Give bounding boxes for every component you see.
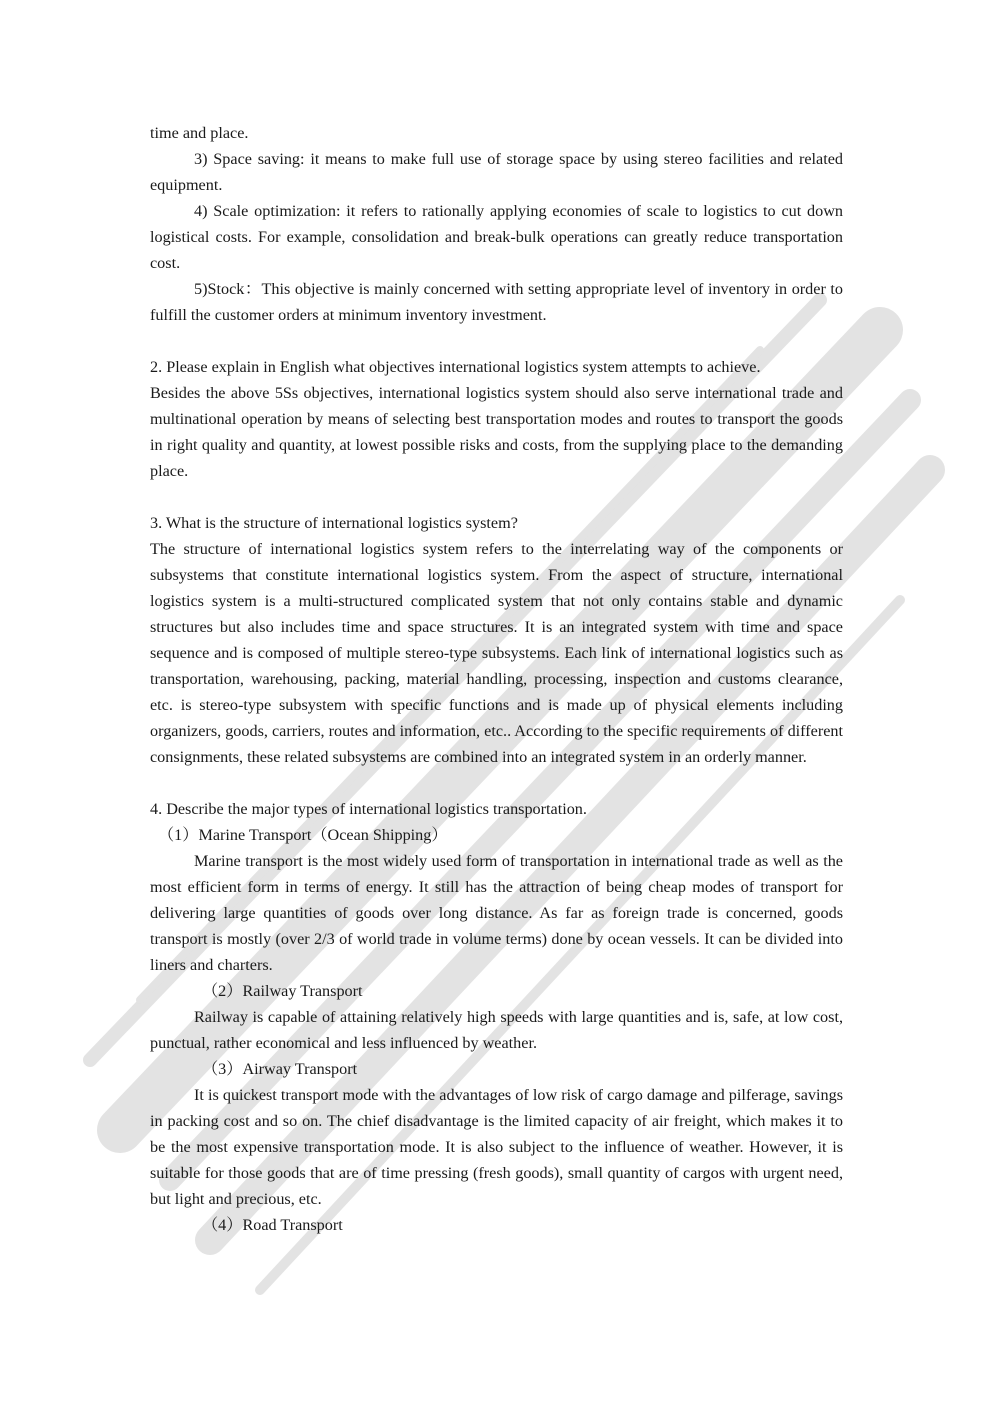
objective-space-saving: 3) Space saving: it means to make full use of storage space by using stereo facilities and related equipment.: [150, 150, 843, 194]
document-page: [150, 120, 843, 1238]
question-4: 4. Describe the major types of international logistics transportation.: [150, 800, 587, 818]
question-2: 2. Please explain in English what objectives international logistics system attempts to achieve.: [150, 358, 761, 376]
continuation-text: time and place.: [150, 124, 249, 142]
type-railway-heading: （2）Railway Transport: [202, 982, 363, 1000]
question-3: 3. What is the structure of international logistics system?: [150, 514, 518, 532]
spacer: [150, 328, 843, 354]
type-airway-heading: （3）Airway Transport: [202, 1060, 358, 1078]
answer-3: The structure of international logistics system refers to the interrelating way of the components or subsystems that constitute international logistics system. From the aspect of structure, international logistics system is a multi-structured complicated system that not only contains stable and dynamic structures but also includes time and space structures. It is an integrated system with time and space sequence and is composed of multiple stereo-type subsystems. Each link of international logistics such as transportation, warehousing, packing, material handling, processing, inspection and customs clearance, etc. is stereo-type subsystem with specific functions and is made up of physical elements including organizers, goods, carriers, routes and information, etc.. According to the specific requirements of different consignments, these related subsystems are combined into an integrated system in an orderly manner.: [150, 540, 843, 766]
type-road-heading: （4）Road Transport: [202, 1216, 343, 1234]
type-railway-body: Railway is capable of attaining relatively high speeds with large quantities and is, safe, at low cost, punctual, rather economical and less influenced by weather.: [150, 1008, 843, 1052]
objective-stock: 5)Stock：This objective is mainly concerned with setting appropriate level of inventory in order to fulfill the customer orders at minimum inventory investment.: [150, 280, 843, 324]
spacer: [150, 770, 843, 796]
spacer: [150, 484, 843, 510]
type-airway-body: It is quickest transport mode with the advantages of low risk of cargo damage and pilferage, savings in packing cost and so on. The chief disadvantage is the limited capacity of air freight, which makes it to be the most expensive transportation mode. It is also subject to the influence of weather. However, it is suitable for those goods that are of time pressing (fresh goods), small quantity of cargos with urgent need, but light and precious, etc.: [150, 1086, 843, 1208]
type-marine-heading: （1）Marine Transport（Ocean Shipping）: [158, 826, 448, 844]
type-marine-body: Marine transport is the most widely used form of transportation in international trade as well as the most efficient form in terms of energy. It still has the attraction of being cheap modes of transport for delivering large quantities of goods over long distance. As far as foreign trade is concerned, goods transport is mostly (over 2/3 of world trade in volume terms) done by ocean vessels. It can be divided into liners and charters.: [150, 852, 843, 974]
answer-2: Besides the above 5Ss objectives, international logistics system should also serve international trade and multinational operation by means of selecting best transportation modes and routes to transport the goods in right quality and quantity, at lowest possible risks and costs, from the supplying place to the demanding place.: [150, 384, 843, 480]
objective-scale-optimization: 4) Scale optimization: it refers to rationally applying economies of scale to logistics to cut down logistical costs. For example, consolidation and break-bulk operations can greatly reduce transportation cost.: [150, 202, 843, 272]
